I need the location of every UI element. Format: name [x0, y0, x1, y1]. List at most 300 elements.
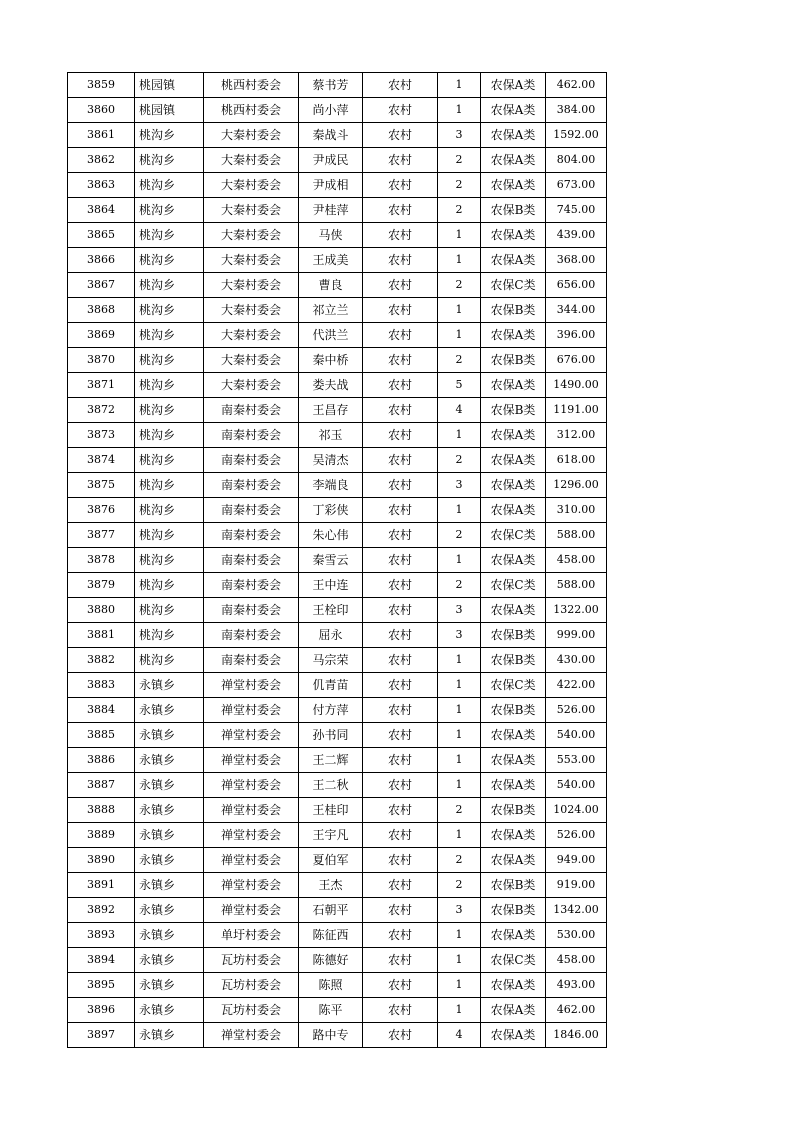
household-type-cell: 农村 — [363, 848, 438, 873]
table-row — [68, 848, 607, 873]
village-committee-cell: 南秦村委会 — [204, 573, 299, 598]
serial-number-cell: 3865 — [68, 223, 135, 248]
household-type-cell: 农村 — [363, 523, 438, 548]
village-committee-cell: 大秦村委会 — [204, 173, 299, 198]
serial-number-cell: 3878 — [68, 548, 135, 573]
table-row — [68, 598, 607, 623]
amount-cell: 526.00 — [546, 823, 607, 848]
table-body — [68, 73, 607, 1048]
township-cell: 永镇乡 — [135, 798, 204, 823]
person-name-cell: 代洪兰 — [299, 323, 363, 348]
serial-number-cell: 3889 — [68, 823, 135, 848]
member-count-cell: 2 — [438, 523, 481, 548]
person-name-cell: 尹桂萍 — [299, 198, 363, 223]
township-cell: 桃沟乡 — [135, 573, 204, 598]
village-committee-cell: 南秦村委会 — [204, 473, 299, 498]
table-row — [68, 423, 607, 448]
serial-number-cell: 3872 — [68, 398, 135, 423]
household-type-cell: 农村 — [363, 948, 438, 973]
member-count-cell: 3 — [438, 598, 481, 623]
village-committee-cell: 禅堂村委会 — [204, 773, 299, 798]
person-name-cell: 王昌存 — [299, 398, 363, 423]
member-count-cell: 1 — [438, 723, 481, 748]
township-cell: 桃沟乡 — [135, 523, 204, 548]
township-cell: 桃沟乡 — [135, 548, 204, 573]
serial-number-cell: 3870 — [68, 348, 135, 373]
member-count-cell: 1 — [438, 673, 481, 698]
person-name-cell: 王二辉 — [299, 748, 363, 773]
amount-cell: 656.00 — [546, 273, 607, 298]
amount-cell: 540.00 — [546, 773, 607, 798]
amount-cell: 1322.00 — [546, 598, 607, 623]
member-count-cell: 4 — [438, 1023, 481, 1048]
village-committee-cell: 南秦村委会 — [204, 498, 299, 523]
amount-cell: 673.00 — [546, 173, 607, 198]
member-count-cell: 1 — [438, 298, 481, 323]
table-row — [68, 223, 607, 248]
amount-cell: 919.00 — [546, 873, 607, 898]
household-type-cell: 农村 — [363, 423, 438, 448]
amount-cell: 462.00 — [546, 73, 607, 98]
township-cell: 永镇乡 — [135, 948, 204, 973]
member-count-cell: 2 — [438, 173, 481, 198]
township-cell: 永镇乡 — [135, 973, 204, 998]
table-row — [68, 523, 607, 548]
insurance-category-cell: 农保A类 — [481, 923, 546, 948]
member-count-cell: 2 — [438, 448, 481, 473]
insurance-category-cell: 农保B类 — [481, 898, 546, 923]
serial-number-cell: 3883 — [68, 673, 135, 698]
township-cell: 桃园镇 — [135, 98, 204, 123]
township-cell: 桃沟乡 — [135, 373, 204, 398]
person-name-cell: 秦战斗 — [299, 123, 363, 148]
serial-number-cell: 3895 — [68, 973, 135, 998]
person-name-cell: 朱心伟 — [299, 523, 363, 548]
member-count-cell: 1 — [438, 73, 481, 98]
person-name-cell: 祁玉 — [299, 423, 363, 448]
household-type-cell: 农村 — [363, 1023, 438, 1048]
household-type-cell: 农村 — [363, 273, 438, 298]
serial-number-cell: 3873 — [68, 423, 135, 448]
amount-cell: 344.00 — [546, 298, 607, 323]
village-committee-cell: 南秦村委会 — [204, 398, 299, 423]
table-row — [68, 148, 607, 173]
insurance-category-cell: 农保A类 — [481, 373, 546, 398]
table-row — [68, 748, 607, 773]
village-committee-cell: 大秦村委会 — [204, 248, 299, 273]
township-cell: 桃沟乡 — [135, 298, 204, 323]
insurance-category-cell: 农保A类 — [481, 423, 546, 448]
amount-cell: 1191.00 — [546, 398, 607, 423]
amount-cell: 745.00 — [546, 198, 607, 223]
household-type-cell: 农村 — [363, 573, 438, 598]
village-committee-cell: 南秦村委会 — [204, 448, 299, 473]
insurance-category-cell: 农保A类 — [481, 473, 546, 498]
amount-cell: 384.00 — [546, 98, 607, 123]
member-count-cell: 1 — [438, 248, 481, 273]
table-row — [68, 298, 607, 323]
amount-cell: 530.00 — [546, 923, 607, 948]
member-count-cell: 3 — [438, 898, 481, 923]
township-cell: 永镇乡 — [135, 773, 204, 798]
insurance-category-cell: 农保A类 — [481, 148, 546, 173]
village-committee-cell: 南秦村委会 — [204, 598, 299, 623]
serial-number-cell: 3887 — [68, 773, 135, 798]
amount-cell: 458.00 — [546, 548, 607, 573]
serial-number-cell: 3860 — [68, 98, 135, 123]
household-type-cell: 农村 — [363, 923, 438, 948]
person-name-cell: 孙书同 — [299, 723, 363, 748]
village-committee-cell: 禅堂村委会 — [204, 698, 299, 723]
amount-cell: 1342.00 — [546, 898, 607, 923]
insurance-category-cell: 农保A类 — [481, 248, 546, 273]
insurance-category-cell: 农保C类 — [481, 573, 546, 598]
amount-cell: 430.00 — [546, 648, 607, 673]
serial-number-cell: 3869 — [68, 323, 135, 348]
insurance-category-cell: 农保B类 — [481, 198, 546, 223]
insurance-category-cell: 农保A类 — [481, 448, 546, 473]
township-cell: 永镇乡 — [135, 923, 204, 948]
household-type-cell: 农村 — [363, 823, 438, 848]
township-cell: 桃沟乡 — [135, 323, 204, 348]
person-name-cell: 曹良 — [299, 273, 363, 298]
table-row — [68, 348, 607, 373]
table-row — [68, 448, 607, 473]
member-count-cell: 3 — [438, 123, 481, 148]
table-row — [68, 973, 607, 998]
serial-number-cell: 3877 — [68, 523, 135, 548]
serial-number-cell: 3871 — [68, 373, 135, 398]
amount-cell: 422.00 — [546, 673, 607, 698]
household-type-cell: 农村 — [363, 398, 438, 423]
village-committee-cell: 大秦村委会 — [204, 273, 299, 298]
amount-cell: 618.00 — [546, 448, 607, 473]
township-cell: 桃沟乡 — [135, 473, 204, 498]
table-row — [68, 898, 607, 923]
village-committee-cell: 禅堂村委会 — [204, 848, 299, 873]
amount-cell: 526.00 — [546, 698, 607, 723]
member-count-cell: 2 — [438, 198, 481, 223]
person-name-cell: 仉青苗 — [299, 673, 363, 698]
serial-number-cell: 3863 — [68, 173, 135, 198]
serial-number-cell: 3879 — [68, 573, 135, 598]
insurance-category-cell: 农保A类 — [481, 973, 546, 998]
amount-cell: 949.00 — [546, 848, 607, 873]
household-type-cell: 农村 — [363, 473, 438, 498]
household-type-cell: 农村 — [363, 123, 438, 148]
table-row — [68, 573, 607, 598]
insurance-category-cell: 农保C类 — [481, 948, 546, 973]
amount-cell: 458.00 — [546, 948, 607, 973]
serial-number-cell: 3875 — [68, 473, 135, 498]
table-row — [68, 1023, 607, 1048]
household-type-cell: 农村 — [363, 248, 438, 273]
village-committee-cell: 桃西村委会 — [204, 73, 299, 98]
village-committee-cell: 南秦村委会 — [204, 523, 299, 548]
insurance-category-cell: 农保A类 — [481, 998, 546, 1023]
serial-number-cell: 3897 — [68, 1023, 135, 1048]
serial-number-cell: 3859 — [68, 73, 135, 98]
insurance-category-cell: 农保A类 — [481, 498, 546, 523]
township-cell: 永镇乡 — [135, 823, 204, 848]
person-name-cell: 蔡书芳 — [299, 73, 363, 98]
table-row — [68, 123, 607, 148]
village-committee-cell: 桃西村委会 — [204, 98, 299, 123]
village-committee-cell: 禅堂村委会 — [204, 748, 299, 773]
insurance-category-cell: 农保A类 — [481, 173, 546, 198]
table-row — [68, 473, 607, 498]
household-type-cell: 农村 — [363, 548, 438, 573]
member-count-cell: 1 — [438, 998, 481, 1023]
member-count-cell: 1 — [438, 323, 481, 348]
insurance-category-cell: 农保C类 — [481, 273, 546, 298]
insurance-category-cell: 农保A类 — [481, 73, 546, 98]
member-count-cell: 4 — [438, 398, 481, 423]
household-type-cell: 农村 — [363, 623, 438, 648]
table-row — [68, 248, 607, 273]
person-name-cell: 石朝平 — [299, 898, 363, 923]
village-committee-cell: 禅堂村委会 — [204, 723, 299, 748]
household-type-cell: 农村 — [363, 223, 438, 248]
person-name-cell: 马宗荣 — [299, 648, 363, 673]
township-cell: 永镇乡 — [135, 848, 204, 873]
amount-cell: 540.00 — [546, 723, 607, 748]
amount-cell: 439.00 — [546, 223, 607, 248]
table-row — [68, 823, 607, 848]
person-name-cell: 王桂印 — [299, 798, 363, 823]
household-type-cell: 农村 — [363, 998, 438, 1023]
household-type-cell: 农村 — [363, 973, 438, 998]
township-cell: 桃沟乡 — [135, 123, 204, 148]
household-type-cell: 农村 — [363, 323, 438, 348]
insurance-category-cell: 农保A类 — [481, 98, 546, 123]
member-count-cell: 2 — [438, 873, 481, 898]
member-count-cell: 3 — [438, 473, 481, 498]
serial-number-cell: 3862 — [68, 148, 135, 173]
household-type-cell: 农村 — [363, 673, 438, 698]
serial-number-cell: 3876 — [68, 498, 135, 523]
insurance-category-cell: 农保A类 — [481, 773, 546, 798]
household-type-cell: 农村 — [363, 898, 438, 923]
insurance-category-cell: 农保B类 — [481, 623, 546, 648]
village-committee-cell: 单圩村委会 — [204, 923, 299, 948]
amount-cell: 312.00 — [546, 423, 607, 448]
amount-cell: 310.00 — [546, 498, 607, 523]
township-cell: 桃沟乡 — [135, 423, 204, 448]
person-name-cell: 王中连 — [299, 573, 363, 598]
amount-cell: 462.00 — [546, 998, 607, 1023]
table-row — [68, 498, 607, 523]
household-type-cell: 农村 — [363, 448, 438, 473]
insurance-category-cell: 农保C类 — [481, 673, 546, 698]
table-row — [68, 723, 607, 748]
amount-cell: 1490.00 — [546, 373, 607, 398]
table-row — [68, 548, 607, 573]
person-name-cell: 屈永 — [299, 623, 363, 648]
amount-cell: 999.00 — [546, 623, 607, 648]
village-committee-cell: 大秦村委会 — [204, 148, 299, 173]
member-count-cell: 1 — [438, 973, 481, 998]
table-row — [68, 873, 607, 898]
township-cell: 永镇乡 — [135, 873, 204, 898]
township-cell: 桃沟乡 — [135, 248, 204, 273]
township-cell: 桃沟乡 — [135, 273, 204, 298]
household-type-cell: 农村 — [363, 598, 438, 623]
serial-number-cell: 3885 — [68, 723, 135, 748]
household-type-cell: 农村 — [363, 773, 438, 798]
serial-number-cell: 3893 — [68, 923, 135, 948]
person-name-cell: 李端良 — [299, 473, 363, 498]
serial-number-cell: 3882 — [68, 648, 135, 673]
township-cell: 桃沟乡 — [135, 348, 204, 373]
village-committee-cell: 南秦村委会 — [204, 623, 299, 648]
village-committee-cell: 南秦村委会 — [204, 548, 299, 573]
person-name-cell: 王栓印 — [299, 598, 363, 623]
village-committee-cell: 大秦村委会 — [204, 123, 299, 148]
village-committee-cell: 禅堂村委会 — [204, 823, 299, 848]
member-count-cell: 1 — [438, 823, 481, 848]
township-cell: 桃沟乡 — [135, 598, 204, 623]
table-row — [68, 923, 607, 948]
township-cell: 桃沟乡 — [135, 498, 204, 523]
township-cell: 桃沟乡 — [135, 648, 204, 673]
table-row — [68, 373, 607, 398]
member-count-cell: 2 — [438, 148, 481, 173]
serial-number-cell: 3874 — [68, 448, 135, 473]
amount-cell: 396.00 — [546, 323, 607, 348]
member-count-cell: 1 — [438, 98, 481, 123]
insurance-category-cell: 农保A类 — [481, 1023, 546, 1048]
member-count-cell: 1 — [438, 498, 481, 523]
serial-number-cell: 3892 — [68, 898, 135, 923]
member-count-cell: 1 — [438, 748, 481, 773]
amount-cell: 676.00 — [546, 348, 607, 373]
table-row — [68, 948, 607, 973]
member-count-cell: 2 — [438, 798, 481, 823]
serial-number-cell: 3867 — [68, 273, 135, 298]
township-cell: 桃沟乡 — [135, 173, 204, 198]
person-name-cell: 陈平 — [299, 998, 363, 1023]
village-committee-cell: 大秦村委会 — [204, 348, 299, 373]
table-row — [68, 773, 607, 798]
township-cell: 永镇乡 — [135, 698, 204, 723]
household-type-cell: 农村 — [363, 73, 438, 98]
amount-cell: 1024.00 — [546, 798, 607, 823]
village-committee-cell: 大秦村委会 — [204, 323, 299, 348]
table-row — [68, 398, 607, 423]
township-cell: 桃沟乡 — [135, 198, 204, 223]
insurance-category-cell: 农保C类 — [481, 523, 546, 548]
village-committee-cell: 禅堂村委会 — [204, 898, 299, 923]
person-name-cell: 王杰 — [299, 873, 363, 898]
insurance-category-cell: 农保A类 — [481, 748, 546, 773]
table-row — [68, 73, 607, 98]
person-name-cell: 娄夫战 — [299, 373, 363, 398]
table-row — [68, 98, 607, 123]
insurance-category-cell: 农保A类 — [481, 548, 546, 573]
member-count-cell: 1 — [438, 548, 481, 573]
amount-cell: 1846.00 — [546, 1023, 607, 1048]
serial-number-cell: 3880 — [68, 598, 135, 623]
village-committee-cell: 瓦坊村委会 — [204, 948, 299, 973]
serial-number-cell: 3896 — [68, 998, 135, 1023]
village-committee-cell: 禅堂村委会 — [204, 873, 299, 898]
insurance-category-cell: 农保B类 — [481, 873, 546, 898]
member-count-cell: 2 — [438, 848, 481, 873]
table-row — [68, 998, 607, 1023]
household-type-cell: 农村 — [363, 873, 438, 898]
person-name-cell: 夏伯军 — [299, 848, 363, 873]
serial-number-cell: 3884 — [68, 698, 135, 723]
insurance-category-cell: 农保A类 — [481, 823, 546, 848]
insurance-category-cell: 农保A类 — [481, 323, 546, 348]
household-type-cell: 农村 — [363, 98, 438, 123]
insurance-category-cell: 农保B类 — [481, 298, 546, 323]
person-name-cell: 陈照 — [299, 973, 363, 998]
village-committee-cell: 禅堂村委会 — [204, 798, 299, 823]
household-type-cell: 农村 — [363, 648, 438, 673]
person-name-cell: 丁彩侠 — [299, 498, 363, 523]
township-cell: 桃沟乡 — [135, 398, 204, 423]
village-committee-cell: 瓦坊村委会 — [204, 998, 299, 1023]
serial-number-cell: 3868 — [68, 298, 135, 323]
amount-cell: 368.00 — [546, 248, 607, 273]
person-name-cell: 祁立兰 — [299, 298, 363, 323]
insurance-category-cell: 农保B类 — [481, 698, 546, 723]
serial-number-cell: 3861 — [68, 123, 135, 148]
amount-cell: 804.00 — [546, 148, 607, 173]
village-committee-cell: 大秦村委会 — [204, 198, 299, 223]
insurance-category-cell: 农保B类 — [481, 648, 546, 673]
household-type-cell: 农村 — [363, 498, 438, 523]
table-row — [68, 648, 607, 673]
person-name-cell: 陈征西 — [299, 923, 363, 948]
township-cell: 永镇乡 — [135, 723, 204, 748]
serial-number-cell: 3894 — [68, 948, 135, 973]
household-type-cell: 农村 — [363, 748, 438, 773]
amount-cell: 1592.00 — [546, 123, 607, 148]
person-name-cell: 吴清杰 — [299, 448, 363, 473]
person-name-cell: 尹成相 — [299, 173, 363, 198]
member-count-cell: 2 — [438, 273, 481, 298]
insurance-category-cell: 农保A类 — [481, 223, 546, 248]
village-committee-cell: 大秦村委会 — [204, 223, 299, 248]
serial-number-cell: 3864 — [68, 198, 135, 223]
member-count-cell: 1 — [438, 773, 481, 798]
person-name-cell: 秦中桥 — [299, 348, 363, 373]
household-table — [67, 72, 607, 1048]
township-cell: 永镇乡 — [135, 998, 204, 1023]
serial-number-cell: 3866 — [68, 248, 135, 273]
village-committee-cell: 南秦村委会 — [204, 648, 299, 673]
member-count-cell: 1 — [438, 923, 481, 948]
serial-number-cell: 3881 — [68, 623, 135, 648]
village-committee-cell: 禅堂村委会 — [204, 1023, 299, 1048]
person-name-cell: 王宇凡 — [299, 823, 363, 848]
insurance-category-cell: 农保B类 — [481, 798, 546, 823]
township-cell: 永镇乡 — [135, 898, 204, 923]
serial-number-cell: 3891 — [68, 873, 135, 898]
household-type-cell: 农村 — [363, 798, 438, 823]
township-cell: 桃园镇 — [135, 73, 204, 98]
village-committee-cell: 大秦村委会 — [204, 373, 299, 398]
serial-number-cell: 3888 — [68, 798, 135, 823]
township-cell: 永镇乡 — [135, 673, 204, 698]
member-count-cell: 1 — [438, 423, 481, 448]
township-cell: 桃沟乡 — [135, 623, 204, 648]
amount-cell: 588.00 — [546, 523, 607, 548]
table-row — [68, 623, 607, 648]
